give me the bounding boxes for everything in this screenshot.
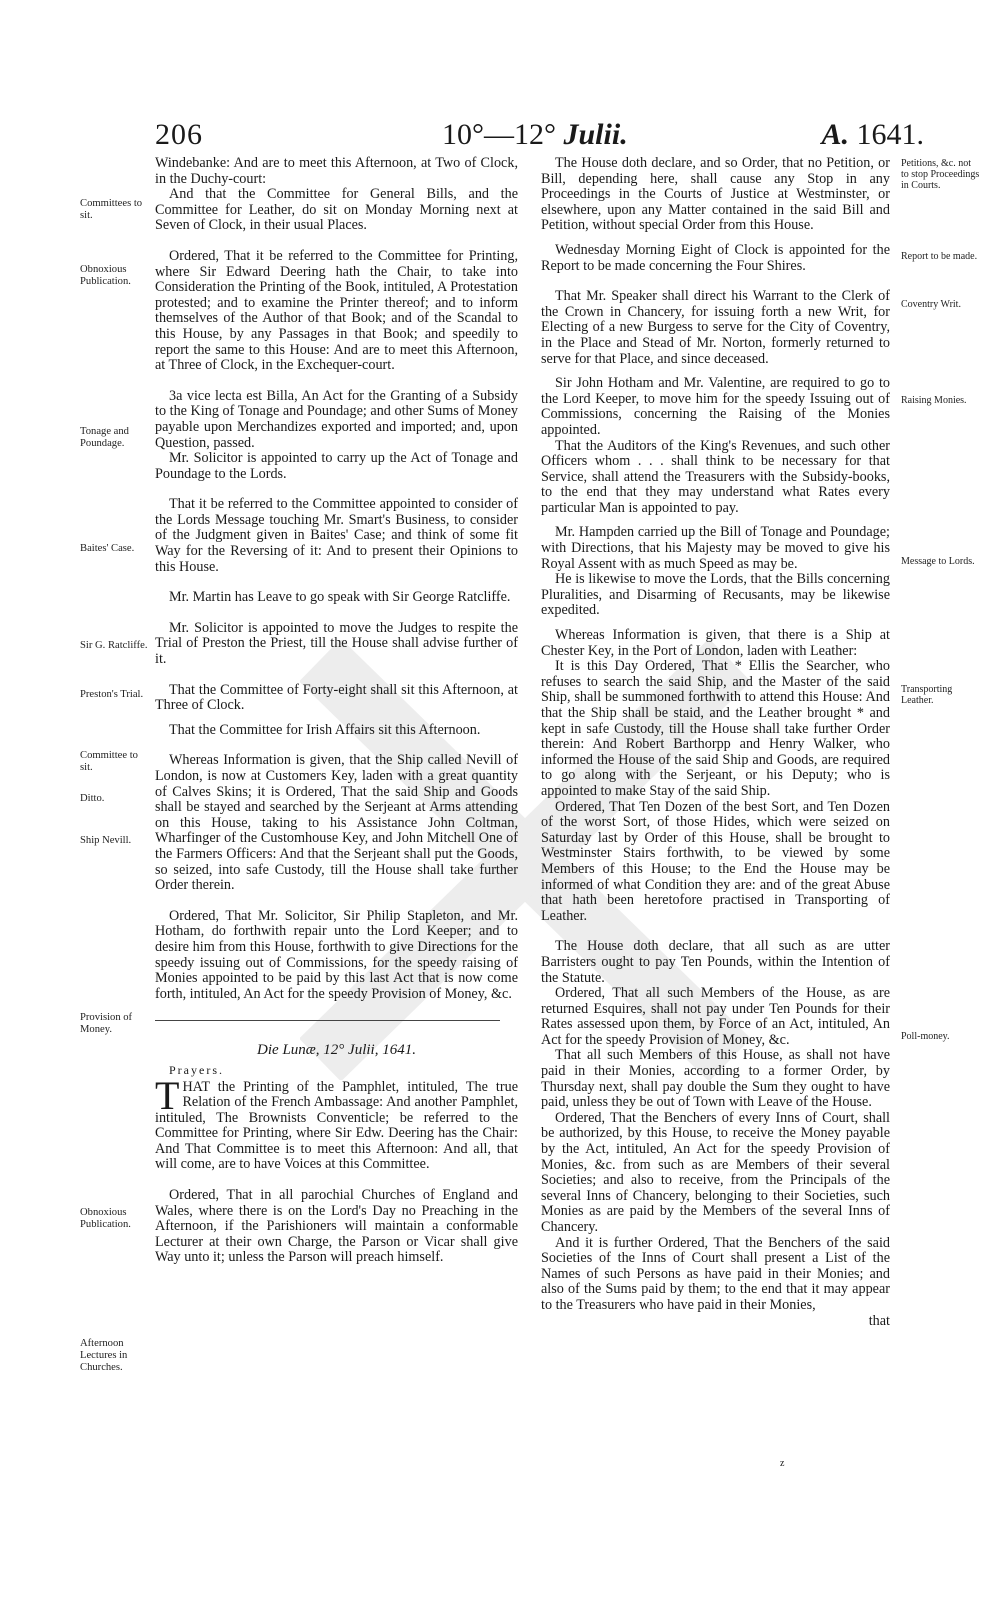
paragraph: Mr. Solicitor is appointed to move the Judges to respite the Trial of Preston the Priest, till the House shall advise further of it. — [155, 619, 518, 668]
paragraph: Ordered, That Ten Dozen of the best Sort, and Ten Dozen of the worst Sort, of those Hides, which were seized on Saturday last by Order of this House, shall be brought to Westminster Stairs forthwith, to be viewed by some Members of this House; to the End the House may be informed of what Condition they are: and of the great Abuse that hath been heretofore practised in Transporting of Leather. — [541, 798, 890, 924]
margin-note: Committees to sit. — [80, 198, 143, 221]
paragraph: Mr. Hampden carried up the Bill of Tonage and Poundage; with Directions, that his Majesty may be moved to give his Royal Assent with as much Speed as may be. — [541, 524, 890, 572]
paragraph: Mr. Martin has Leave to go speak with Sir George Ratcliffe. — [169, 589, 511, 606]
margin-note: Committee to sit. — [80, 750, 138, 773]
header-year-value: 1641. — [856, 118, 924, 151]
paragraph: Wednesday Morning Eight of Clock is appointed for the Report to be made concerning the Four Shires. — [541, 241, 890, 274]
running-header — [150, 118, 940, 158]
signature-mark: z — [780, 1458, 785, 1469]
paragraph: Ordered, That the Benchers of every Inns of Court, shall be authorized, by this House, to receive the Money payable by the Act, intituled, An Act for the speedy Provision of Monies, &c. from such as are Members of their several Societies; and also to receive, from the Principals of the several Inns of Chancery, belonging to their Societies, such Monies as are paid by the Members of the several Inns of Chancery. — [541, 1109, 890, 1235]
margin-note: Petitions, &c. not to stop Proceedings in Courts. — [901, 158, 980, 191]
paragraph: That the Committee of Forty-eight shall sit this Afternoon, at Three of Clock. — [155, 681, 518, 714]
header-date — [442, 118, 628, 152]
margin-note: Report to be made. — [901, 251, 978, 262]
paragraph: That it be referred to the Committee appointed to consider of the Lords Message touching Mr. Smart's Business, to consider of the Judgment given in Baites' Case; and think of some fit Way for the Reversing of it: And to present their Opinions to this House. — [155, 496, 518, 575]
margin-note: Sir G. Ratcliffe. — [80, 640, 148, 651]
paragraph: Whereas Information is given, that there is a Ship at Chester Key, in the Port of London, laden with Leather: — [541, 627, 890, 659]
paragraph: He is likewise to move the Lords, that the Bills concerning Pluralities, and Disarming of Recusants, may be likewise expedited. — [541, 571, 890, 619]
margin-note: Provision of Money. — [80, 1012, 133, 1035]
paragraph: Ordered, That all such Members of the House, as are returned Esquires, shall not pay under Ten Pounds for their Rates assessed upon them, by Force of an Act, intituled, An Act for the speedy Provision of Money, &c. — [541, 985, 890, 1048]
paragraph: Mr. Solicitor is appointed to carry up the Act of Tonage and Poundage to the Lords. — [155, 450, 518, 482]
margin-note: Tonage and Poundage. — [80, 426, 129, 449]
paragraph: 3a vice lecta est Billa, An Act for the Granting of a Subsidy to the King of Tonage and Poundage; and other Sums of Money payable upon Merchandizes exported and imported; and, upon Question, passed. — [155, 387, 518, 451]
paragraph: Whereas Information is given, that the Ship called Nevill of London, is now at Customers Key, laden with a great quantity of Calves Skins; it is Ordered, That the said Ship and Goods shall be stayed and searched by the Serjeant at Arms attending on this House, taking to his Assistance John Coltman, Wharfinger of the Customhouse Key, and John Mitchell One of the Farmers Officers: And that the Serjeant shall put the Goods, so seized, into safe Custody, till the House shall take further Order therein. — [155, 752, 518, 894]
margin-note: Baites' Case. — [80, 543, 135, 554]
header-date-prefix: 10°—12° — [442, 118, 556, 151]
paragraph: The House doth declare, and so Order, that no Petition, or Bill, depending here, shall cause any Stop in any Proceedings in the Courts of Justice at Westminster, or elsewhere, upon any Matter contained in the said Bill and Petition, without special Order from this House. — [541, 155, 890, 234]
paragraph-text: HAT the Printing of the Pamphlet, intituled, The true Relation of the French Ambassage: And another Pamphlet, intituled, The Brownists Conventicle; be referred to the Committee for Printing, where Sir Edw. Deering has the Chair: And That Committee is to meet this Afternoon: And all, that will come, are to have Voices at this Committee. — [155, 1078, 518, 1173]
paragraph: That Mr. Speaker shall direct his Warrant to the Clerk of the Crown in Chancery, for issuing forth a new Writ, for Electing of a new Burgess to serve for the City of Coventry, in the Place and Stead of Mr. Norton, formerly returned to serve for that Place, and since deceased. — [541, 288, 890, 367]
catchword: that — [868, 1312, 890, 1329]
page-number: 206 — [155, 118, 203, 151]
margin-note: Transporting Leather. — [901, 684, 953, 706]
paragraph: That all such Members of this House, as shall not have paid in their Monies, according to a former Order, by Thursday next, shall pay double the Sum they ought to have paid, unless they be out of Town with Leave of the House. — [541, 1047, 890, 1111]
left-column — [155, 156, 518, 1266]
margin-note: Raising Monies. — [901, 395, 967, 406]
drop-cap: T — [155, 1072, 180, 1118]
paragraph: That the Committee for Irish Affairs sit this Afternoon. — [169, 721, 481, 738]
margin-note: Ditto. — [80, 793, 105, 804]
paragraph: And that the Committee for General Bills, and the Committee for Leather, do sit on Monday Morning next at Seven of Clock, in their usual Places. — [155, 186, 518, 234]
margin-note: Preston's Trial. — [80, 689, 144, 700]
paragraph: Sir John Hotham and Mr. Valentine, are required to go to the Lord Keeper, to move him for the speedy Issuing out of Commissions, concerning the Raising of the Monies appointed. — [541, 375, 890, 438]
margin-note: Obnoxious Publication. — [80, 1207, 131, 1230]
paragraph: Ordered, That in all parochial Churches of England and Wales, where there is on the Lord's Day no Preaching in the Afternoon, if the Parishioners will maintain a conformable Lecturer at their own Charge, the Parson or Vicar shall give Way unto it; unless the Parson will preach himself. — [155, 1187, 518, 1266]
margin-note: Afternoon Lectures in Churches. — [80, 1338, 128, 1373]
header-year-prefix: A. — [821, 118, 849, 151]
paragraph — [155, 1072, 518, 1174]
paragraph: It is this Day Ordered, That * Ellis the Searcher, who refuses to search the said Ship, and the Master of the said Ship, shall be summoned forthwith to attend this House: And that the Ship shall be staid, and the Leather brought * and kept in safe Custody, till the House shall take further Order therein: And Robert Barthorpp and Henry Walker, who informed the House of the said Ship and Goods, are required to go along with the Serjeant, or his Deputy; who is appointed to make Stay of the said Ship. — [541, 658, 890, 799]
margin-note: Coventry Writ. — [901, 299, 961, 310]
paragraph: And it is further Ordered, That the Benchers of the said Societies of the Inns of Court shall present a List of the Names of such Persons as have paid in their Monies; and also of the Sums paid by them; to the end that it may appear to the Treasurers who have paid in their Monies, — [541, 1234, 890, 1313]
margin-note: Poll-money. — [901, 1031, 950, 1042]
section-divider — [155, 1020, 500, 1021]
paragraph: Ordered, That it be referred to the Committee for Printing, where Sir Edward Deering hath the Chair, to take into Consideration the Printing of the Book, intituled, A Protestation protested; and to examine the Printer thereof; and to inform themselves of the Author of that Book; and of the Scandal to this House, by any Passages in that Book; and speedily to report the same to this House: And are to meet this Afternoon, at Three of Clock, in the Exchequer-court. — [155, 247, 518, 374]
margin-note: Message to Lords. — [901, 556, 975, 567]
paragraph: That the Auditors of the King's Revenues, and such other Officers whom . . . shall think to be necessary for that Service, shall attend the Treasurers with the Subsidy-books, to the end that they may understand what Rates every particular Man is appointed to pay. — [541, 437, 890, 516]
prayers-heading: Prayers. — [169, 1062, 224, 1077]
header-year — [821, 118, 924, 152]
section-title: Die Lunæ, 12° Julii, 1641. — [257, 1042, 416, 1059]
margin-note: Ship Nevill. — [80, 835, 132, 846]
header-date-month: Julii. — [563, 118, 628, 151]
paragraph: Ordered, That Mr. Solicitor, Sir Philip Stapleton, and Mr. Hotham, do forthwith repair unto the Lord Keeper; and to desire him from this House, forthwith to give Directions for the speedy issuing out of Commissions, for the speedy raising of Monies appointed to be paid by this last Act that is now come forth, intituled, An Act for the speedy Provision of Money, &c. — [155, 907, 518, 1002]
right-column — [541, 156, 890, 1329]
paragraph: The House doth declare, that all such as are utter Barristers ought to pay Ten Pounds, within the Intention of the Statute. — [541, 938, 890, 986]
paragraph: Windebanke: And are to meet this Afternoon, at Two of Clock, in the Duchy-court: — [155, 155, 518, 187]
margin-note: Obnoxious Publication. — [80, 264, 131, 287]
